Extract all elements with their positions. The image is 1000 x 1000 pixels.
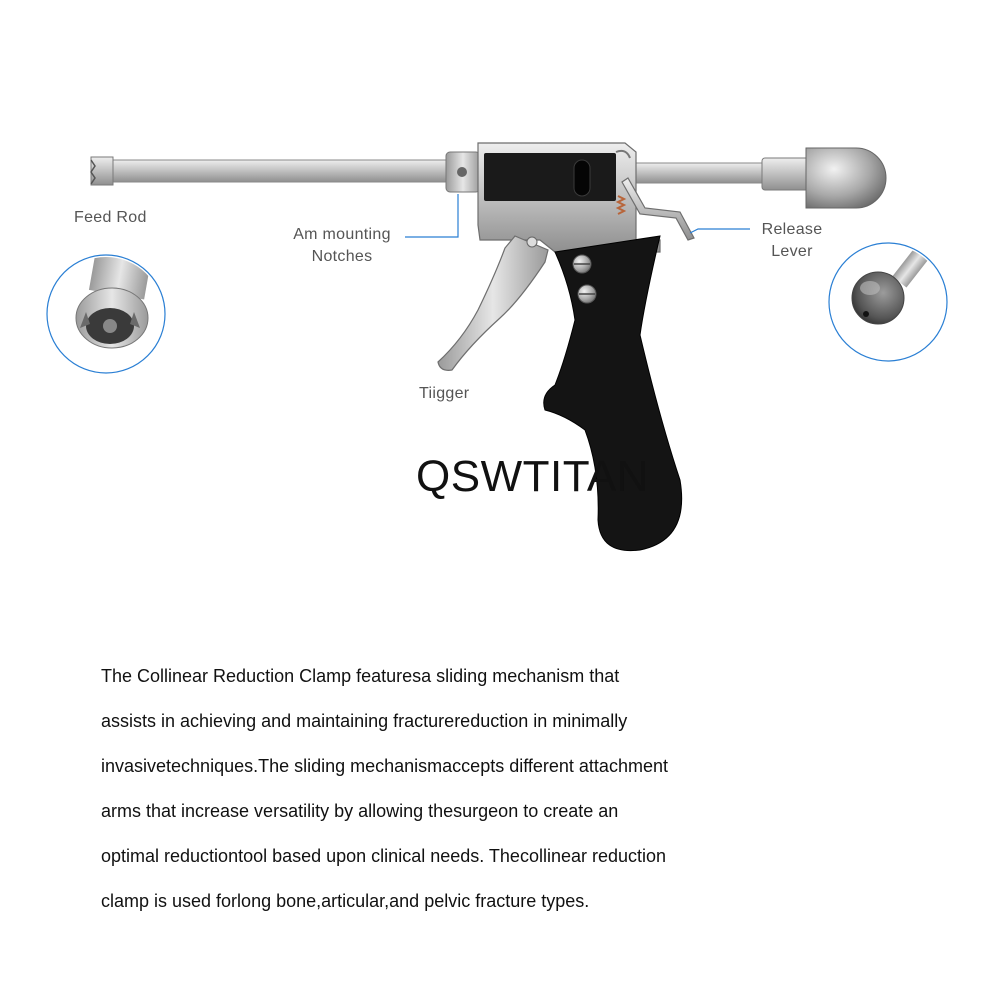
callout-arm-mounting-line2: Notches [311, 248, 373, 265]
product-description [101, 660, 801, 930]
callout-release-lever [750, 219, 834, 263]
description-line: arms that increase versatility by allowing thesurgeon to create an [101, 801, 619, 821]
description-line: invasivetechniques.The sliding mechanismaccepts different attachment [101, 756, 668, 776]
trigger [438, 236, 548, 370]
callout-line-arm-mounting [405, 194, 458, 237]
callout-feed-rod: Feed Rod [74, 209, 147, 226]
feed-rod [91, 157, 453, 185]
description-line: assists in achieving and maintaining fracturereduction in minimally [101, 711, 628, 731]
handle-grip [544, 236, 682, 551]
callout-arm-mounting-line1: Am mounting [293, 226, 391, 243]
feed-rod-collar [446, 152, 480, 192]
feed-rod-tip-closeup-icon [47, 250, 165, 373]
callout-release-line1: Release [761, 221, 823, 238]
description-line: optimal reductiontool based upon clinical needs. Thecollinear reduction [101, 846, 667, 866]
description-line: The Collinear Reduction Clamp featuresa sliding mechanism that [101, 666, 620, 686]
description-line: clamp is used forlong bone,articular,and pelvic fracture types. [101, 891, 590, 911]
callout-arm-mounting-notches [276, 224, 408, 268]
callout-line-release-lever [690, 229, 750, 233]
watermark: QSWTITAN [416, 452, 649, 501]
release-rod [630, 158, 814, 190]
release-knob [806, 148, 886, 208]
callout-trigger: Tiigger [419, 385, 470, 402]
callout-release-line2: Lever [771, 243, 813, 260]
release-knob-closeup-icon [829, 243, 947, 361]
